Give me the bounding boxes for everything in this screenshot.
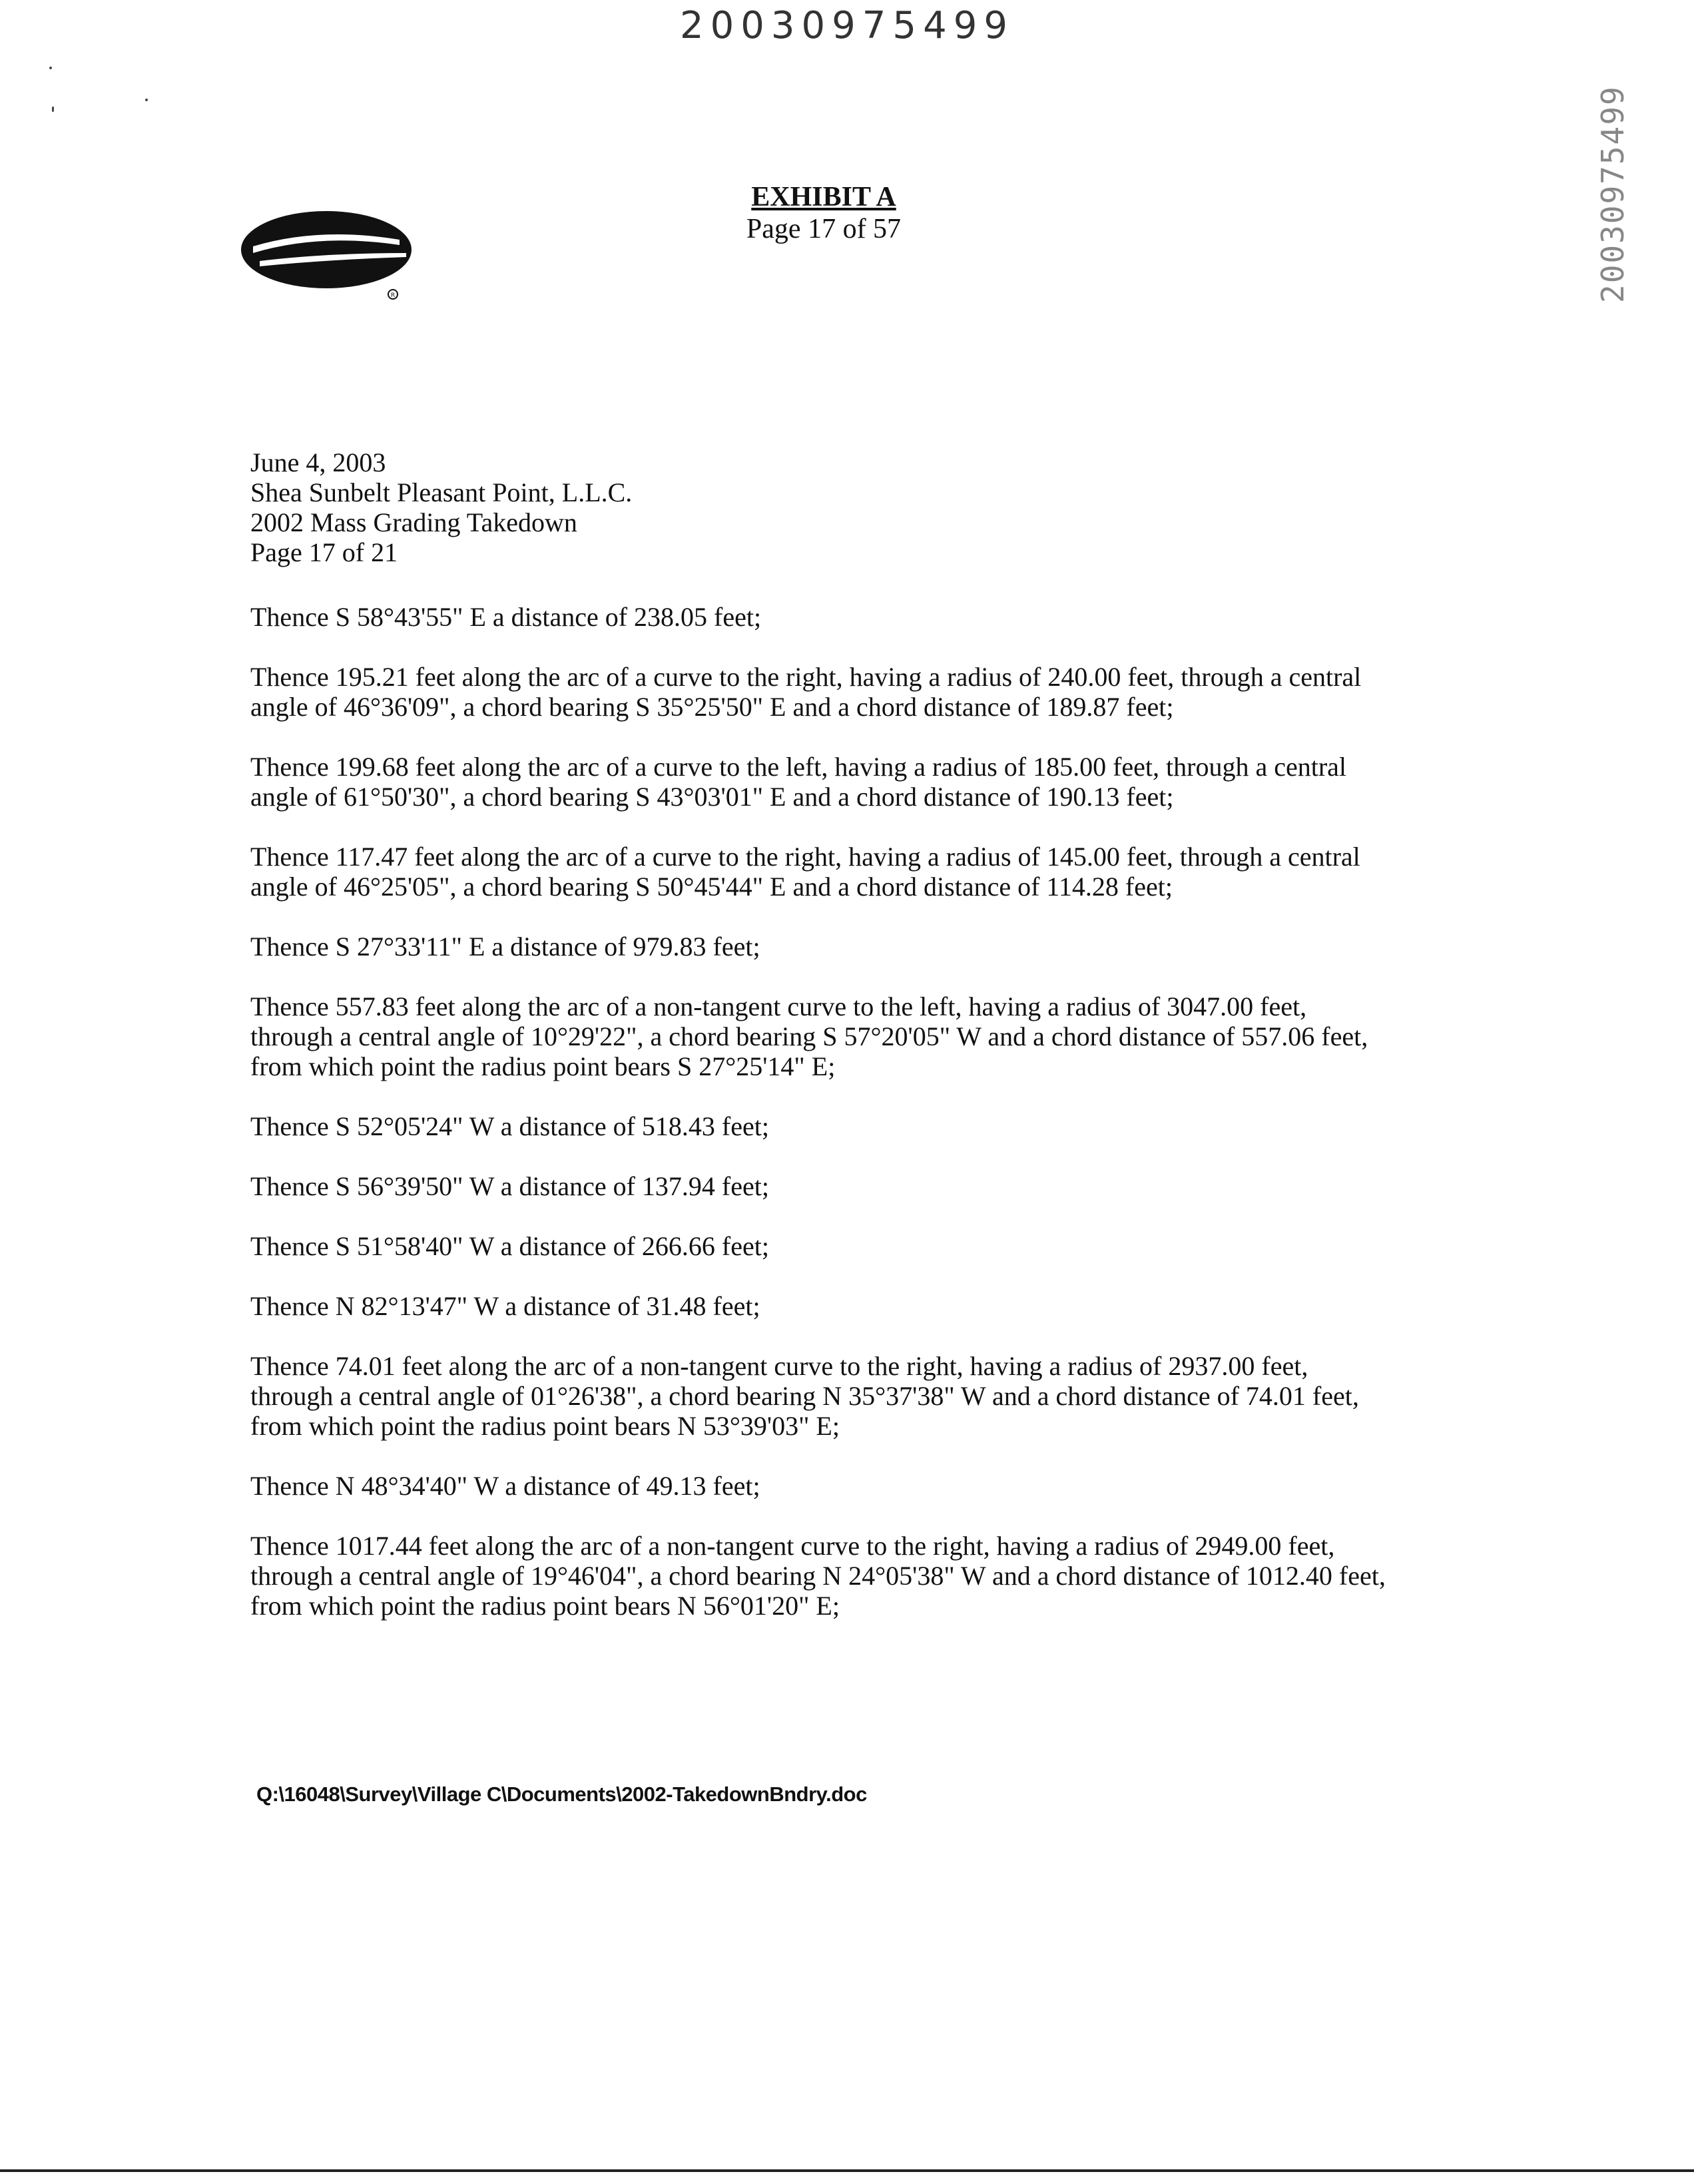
exhibit-title: EXHIBIT A	[751, 182, 896, 212]
legal-description-paragraph: Thence S 56°39'50" W a distance of 137.94 feet;	[250, 1171, 769, 1201]
legal-description-paragraph: Thence 117.47 feet along the arc of a curve to the right, having a radius of 145.00 feet, through a central angle of 46°25'05", a chord bearing S 50°45'44" E and a chord distance of 114.28 feet;	[250, 842, 1360, 902]
legal-description-paragraph: Thence 199.68 feet along the arc of a curve to the left, having a radius of 185.00 feet, through a central angle of 61°50'30", a chord bearing S 43°03'01" E and a chord distance of 190.13 feet;	[250, 752, 1347, 812]
letter-date: June 4, 2003	[250, 447, 386, 477]
legal-description-paragraph: Thence 1017.44 feet along the arc of a non-tangent curve to the right, having a radius of 2949.00 feet, through a central angle of 19°46'04", a chord bearing N 24°05'38" W and a chord distance of 1012.40 feet, from which point the radius point bears N 56°01'20" E;	[250, 1531, 1386, 1621]
legal-description-paragraph: Thence S 27°33'11" E a distance of 979.83 feet;	[250, 932, 760, 961]
legal-description-paragraph: Thence S 52°05'24" W a distance of 518.43 feet;	[250, 1111, 769, 1141]
exhibit-heading	[0, 181, 1694, 245]
exhibit-page-number: Page 17 of 57	[746, 214, 902, 244]
legal-description-paragraph: Thence S 58°43'55" E a distance of 238.05 feet;	[250, 602, 762, 632]
footer-file-path: Q:\16048\Survey\Village C\Documents\2002-TakedownBndry.doc	[256, 1782, 867, 1806]
legal-description-paragraph: Thence N 48°34'40" W a distance of 49.13 feet;	[250, 1471, 760, 1501]
legal-description-paragraph: Thence 557.83 feet along the arc of a non-tangent curve to the left, having a radius of 3047.00 feet, through a central angle of 10°29'22", a chord bearing S 57°20'05" W and a chord distance of 557.06 feet, from which point the radius point bears S 27°25'14" E;	[250, 991, 1368, 1081]
document-number: 20030975499	[680, 4, 1014, 47]
legal-description-paragraph: Thence S 51°58'40" W a distance of 266.66 feet;	[250, 1231, 769, 1261]
document-body	[250, 447, 1396, 1621]
project-name: 2002 Mass Grading Takedown	[250, 507, 577, 537]
side-document-stamp: 20030975499	[1595, 85, 1631, 303]
scan-speck	[49, 67, 52, 69]
scan-speck	[145, 99, 148, 101]
scan-speck	[52, 107, 54, 112]
svg-text:R: R	[390, 292, 396, 299]
legal-description-paragraph: Thence N 82°13'47" W a distance of 31.48 feet;	[250, 1291, 760, 1321]
legal-description-paragraph: Thence 74.01 feet along the arc of a non-tangent curve to the right, having a radius of 2937.00 feet, through a central angle of 01°26'38", a chord bearing N 35°37'38" W and a chord distance of 74.01 feet, from which point the radius point bears N 53°39'03" E;	[250, 1351, 1359, 1441]
letter-page-number: Page 17 of 21	[250, 537, 398, 567]
client-name: Shea Sunbelt Pleasant Point, L.L.C.	[250, 477, 633, 507]
legal-description-paragraph: Thence 195.21 feet along the arc of a curve to the right, having a radius of 240.00 feet, through a central angle of 46°36'09", a chord bearing S 35°25'50" E and a chord distance of 189.87 feet;	[250, 662, 1362, 722]
page-bottom-rule	[0, 2169, 1694, 2172]
